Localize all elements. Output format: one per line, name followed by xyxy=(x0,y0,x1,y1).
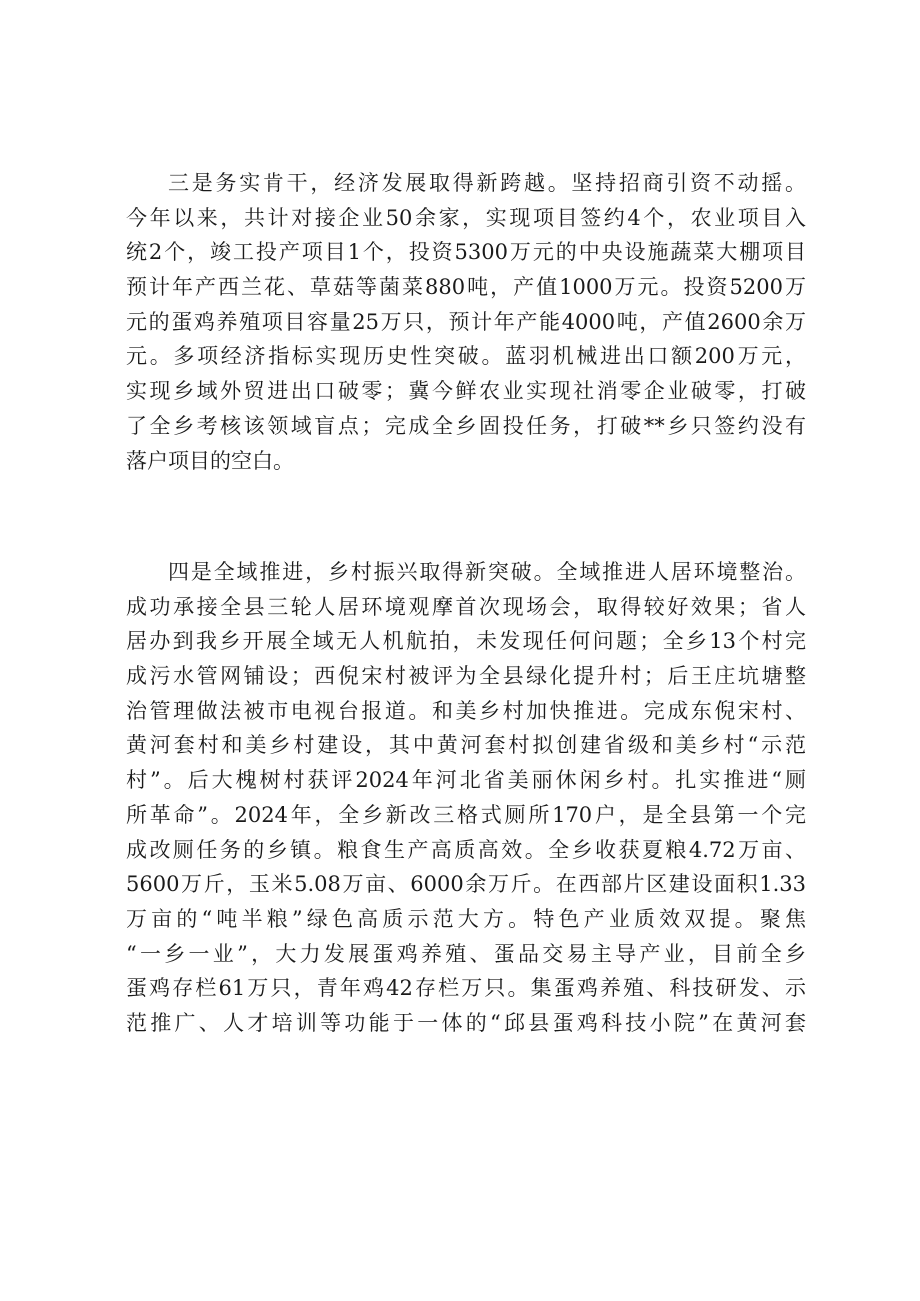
paragraph-line: 5600万斤，玉米5.08万亩、6000余万斤。在西部片区建设面积1.33 xyxy=(126,872,806,897)
paragraph-line: 成改厕任务的乡镇。粮食生产高质高效。全乡收获夏粮4.72万亩、 xyxy=(126,837,806,862)
paragraph-line: 元的蛋鸡养殖项目容量25万只，预计年产能4000吨，产值2600余万 xyxy=(126,309,806,334)
paragraph-line: 统2个，竣工投产项目1个，投资5300万元的中央设施蔬菜大棚项目 xyxy=(126,240,806,265)
paragraph-line: 治管理做法被市电视台报道。和美乡村加快推进。完成东倪宋村、 xyxy=(126,698,806,723)
paragraph-line: 村”。后大槐树村获评2024年河北省美丽休闲乡村。扎实推进“厕 xyxy=(126,768,806,793)
paragraph-line: 三是务实肯干，经济发展取得新跨越。坚持招商引资不动摇。 xyxy=(168,171,806,195)
paragraph-line: 所革命”。2024年，全乡新改三格式厕所170户，是全县第一个完 xyxy=(126,802,806,827)
paragraph-line: 黄河套村和美乡村建设，其中黄河套村拟创建省级和美乡村“示范 xyxy=(126,733,806,758)
paragraph-line: 居办到我乡开展全域无人机航拍，未发现任何问题；全乡13个村完 xyxy=(126,629,806,654)
paragraph-line: 了全乡考核该领域盲点；完成全乡固投任务，打破**乡只签约没有 xyxy=(126,413,806,438)
paragraph-line: 万亩的“吨半粮”绿色高质示范大方。特色产业质效双提。聚焦 xyxy=(126,906,806,931)
paragraph-line: 预计年产西兰花、草菇等菌菜880吨，产值1000万元。投资5200万 xyxy=(126,275,806,300)
paragraph-line: 落户项目的空白。 xyxy=(126,448,294,473)
paragraph-line: 实现乡域外贸进出口破零；冀今鲜农业实现社消零企业破零，打破 xyxy=(126,379,806,404)
paragraph-line: 元。多项经济指标实现历史性突破。蓝羽机械进出口额200万元， xyxy=(126,344,806,369)
paragraph-line: “一乡一业”，大力发展蛋鸡养殖、蛋品交易主导产业，目前全乡 xyxy=(126,941,806,966)
paragraph-rural-revitalization xyxy=(126,555,806,1041)
paragraph-line: 蛋鸡存栏61万只，青年鸡42存栏万只。集蛋鸡养殖、科技研发、示 xyxy=(126,976,806,1001)
paragraph-line: 范推广、人才培训等功能于一体的“邱县蛋鸡科技小院”在黄河套 xyxy=(126,1010,806,1035)
paragraph-line: 四是全域推进，乡村振兴取得新突破。全域推进人居环境整治。 xyxy=(168,560,806,584)
paragraph-line: 今年以来，共计对接企业50余家，实现项目签约4个，农业项目入 xyxy=(126,205,806,230)
paragraph-economy xyxy=(126,166,806,478)
paragraph-line: 成污水管网铺设；西倪宋村被评为全县绿化提升村；后王庄坑塘整 xyxy=(126,664,806,689)
paragraph-line: 成功承接全县三轮人居环境观摩首次现场会，取得较好效果；省人 xyxy=(126,594,806,619)
